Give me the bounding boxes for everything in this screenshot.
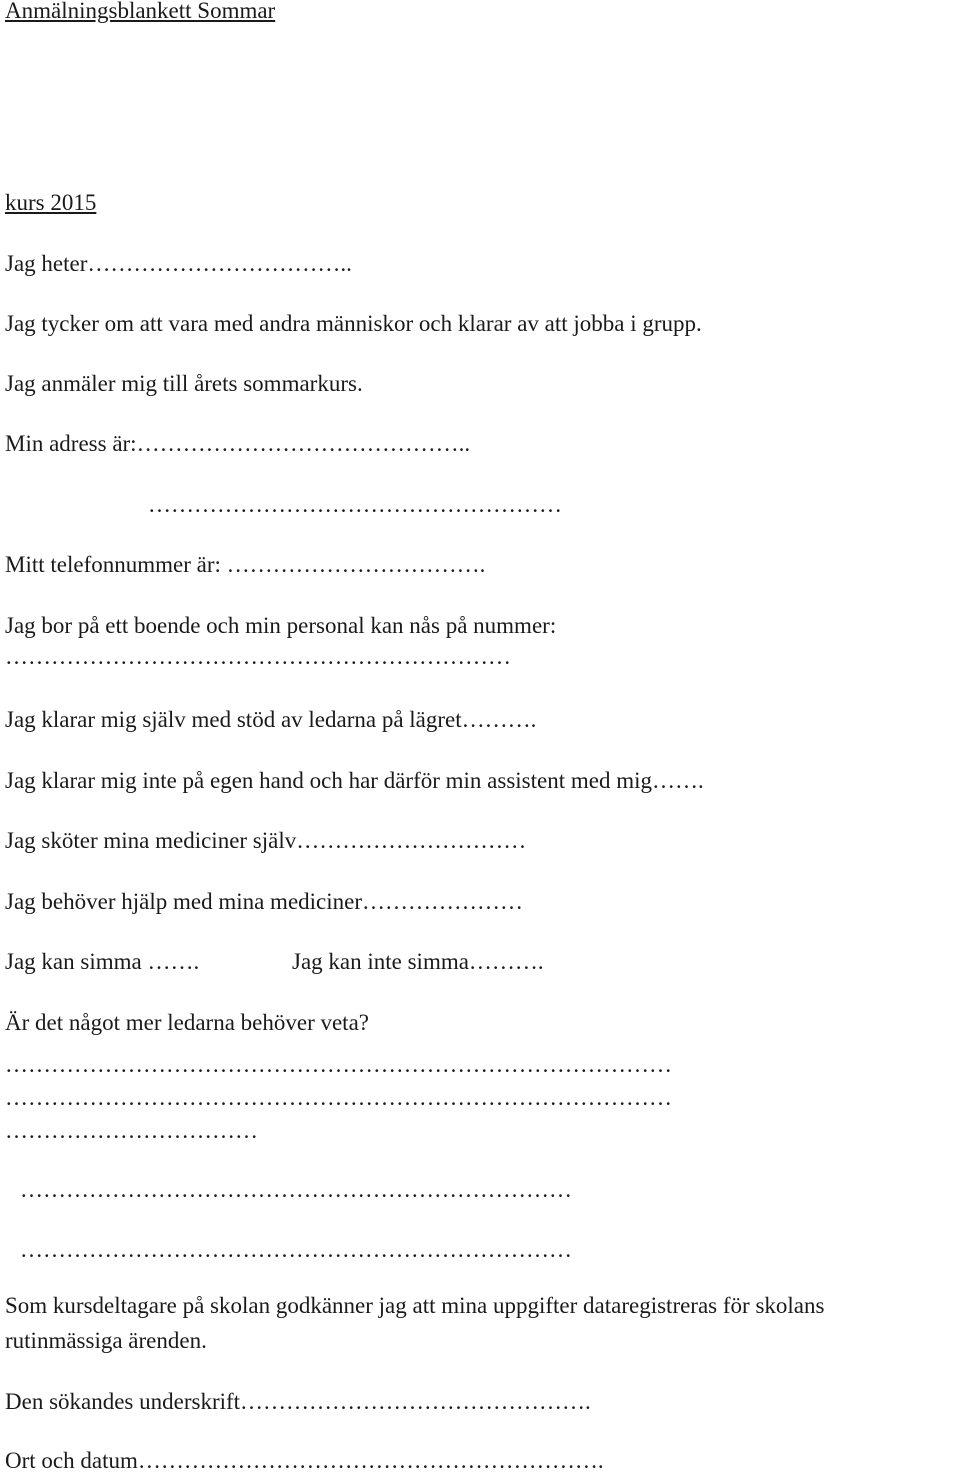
info-line-1: ……………………………………………………………………………: [5, 1052, 672, 1077]
assistant-option: Jag klarar mig inte på egen hand och har därför min assistent med mig…….: [5, 768, 704, 793]
form-title: Anmälningsblankett Sommar: [5, 0, 276, 23]
staff-number-label: Jag bor på ett boende och min personal kan nås på nummer:: [5, 613, 557, 638]
group-statement: Jag tycker om att vara med andra människor och klarar av att jobba i grupp.: [5, 311, 702, 336]
form-subtitle: kurs 2015: [5, 190, 97, 215]
meds-self-option: Jag sköter mina mediciner själv…………………………: [5, 828, 527, 853]
more-info-question: Är det något mer ledarna behöver veta?: [5, 1010, 369, 1035]
address-field: Min adress är:……………………………………..: [5, 431, 471, 456]
consent-text-line-2: rutinmässiga ärenden.: [5, 1328, 207, 1353]
place-date-field: Ort och datum…………………………………………………….: [5, 1448, 604, 1473]
signup-statement: Jag anmäler mig till årets sommarkurs.: [5, 371, 363, 396]
staff-number-field: …………………………………………………………: [5, 644, 511, 669]
swim-yes-option: Jag kan simma …….: [5, 949, 200, 974]
consent-text-line-1: Som kursdeltagare på skolan godkänner jag att mina uppgifter dataregistreras för skolans: [5, 1293, 825, 1318]
info-line-5: ………………………………………………………………: [20, 1237, 572, 1262]
info-line-3: ……………………………: [5, 1118, 258, 1143]
name-field: Jag heter……………………………..: [5, 251, 352, 276]
info-line-4: ………………………………………………………………: [20, 1177, 572, 1202]
info-line-2: ……………………………………………………………………………: [5, 1085, 672, 1110]
swim-no-option: Jag kan inte simma……….: [292, 949, 544, 974]
phone-field: Mitt telefonnummer är: …………………………….: [5, 552, 486, 577]
meds-help-option: Jag behöver hjälp med mina mediciner…………………: [5, 889, 524, 914]
address-continuation-field: ………………………………………………: [148, 492, 562, 517]
self-support-option: Jag klarar mig själv med stöd av ledarna på lägret……….: [5, 707, 537, 732]
signature-field: Den sökandes underskrift……………………………………….: [5, 1389, 591, 1414]
